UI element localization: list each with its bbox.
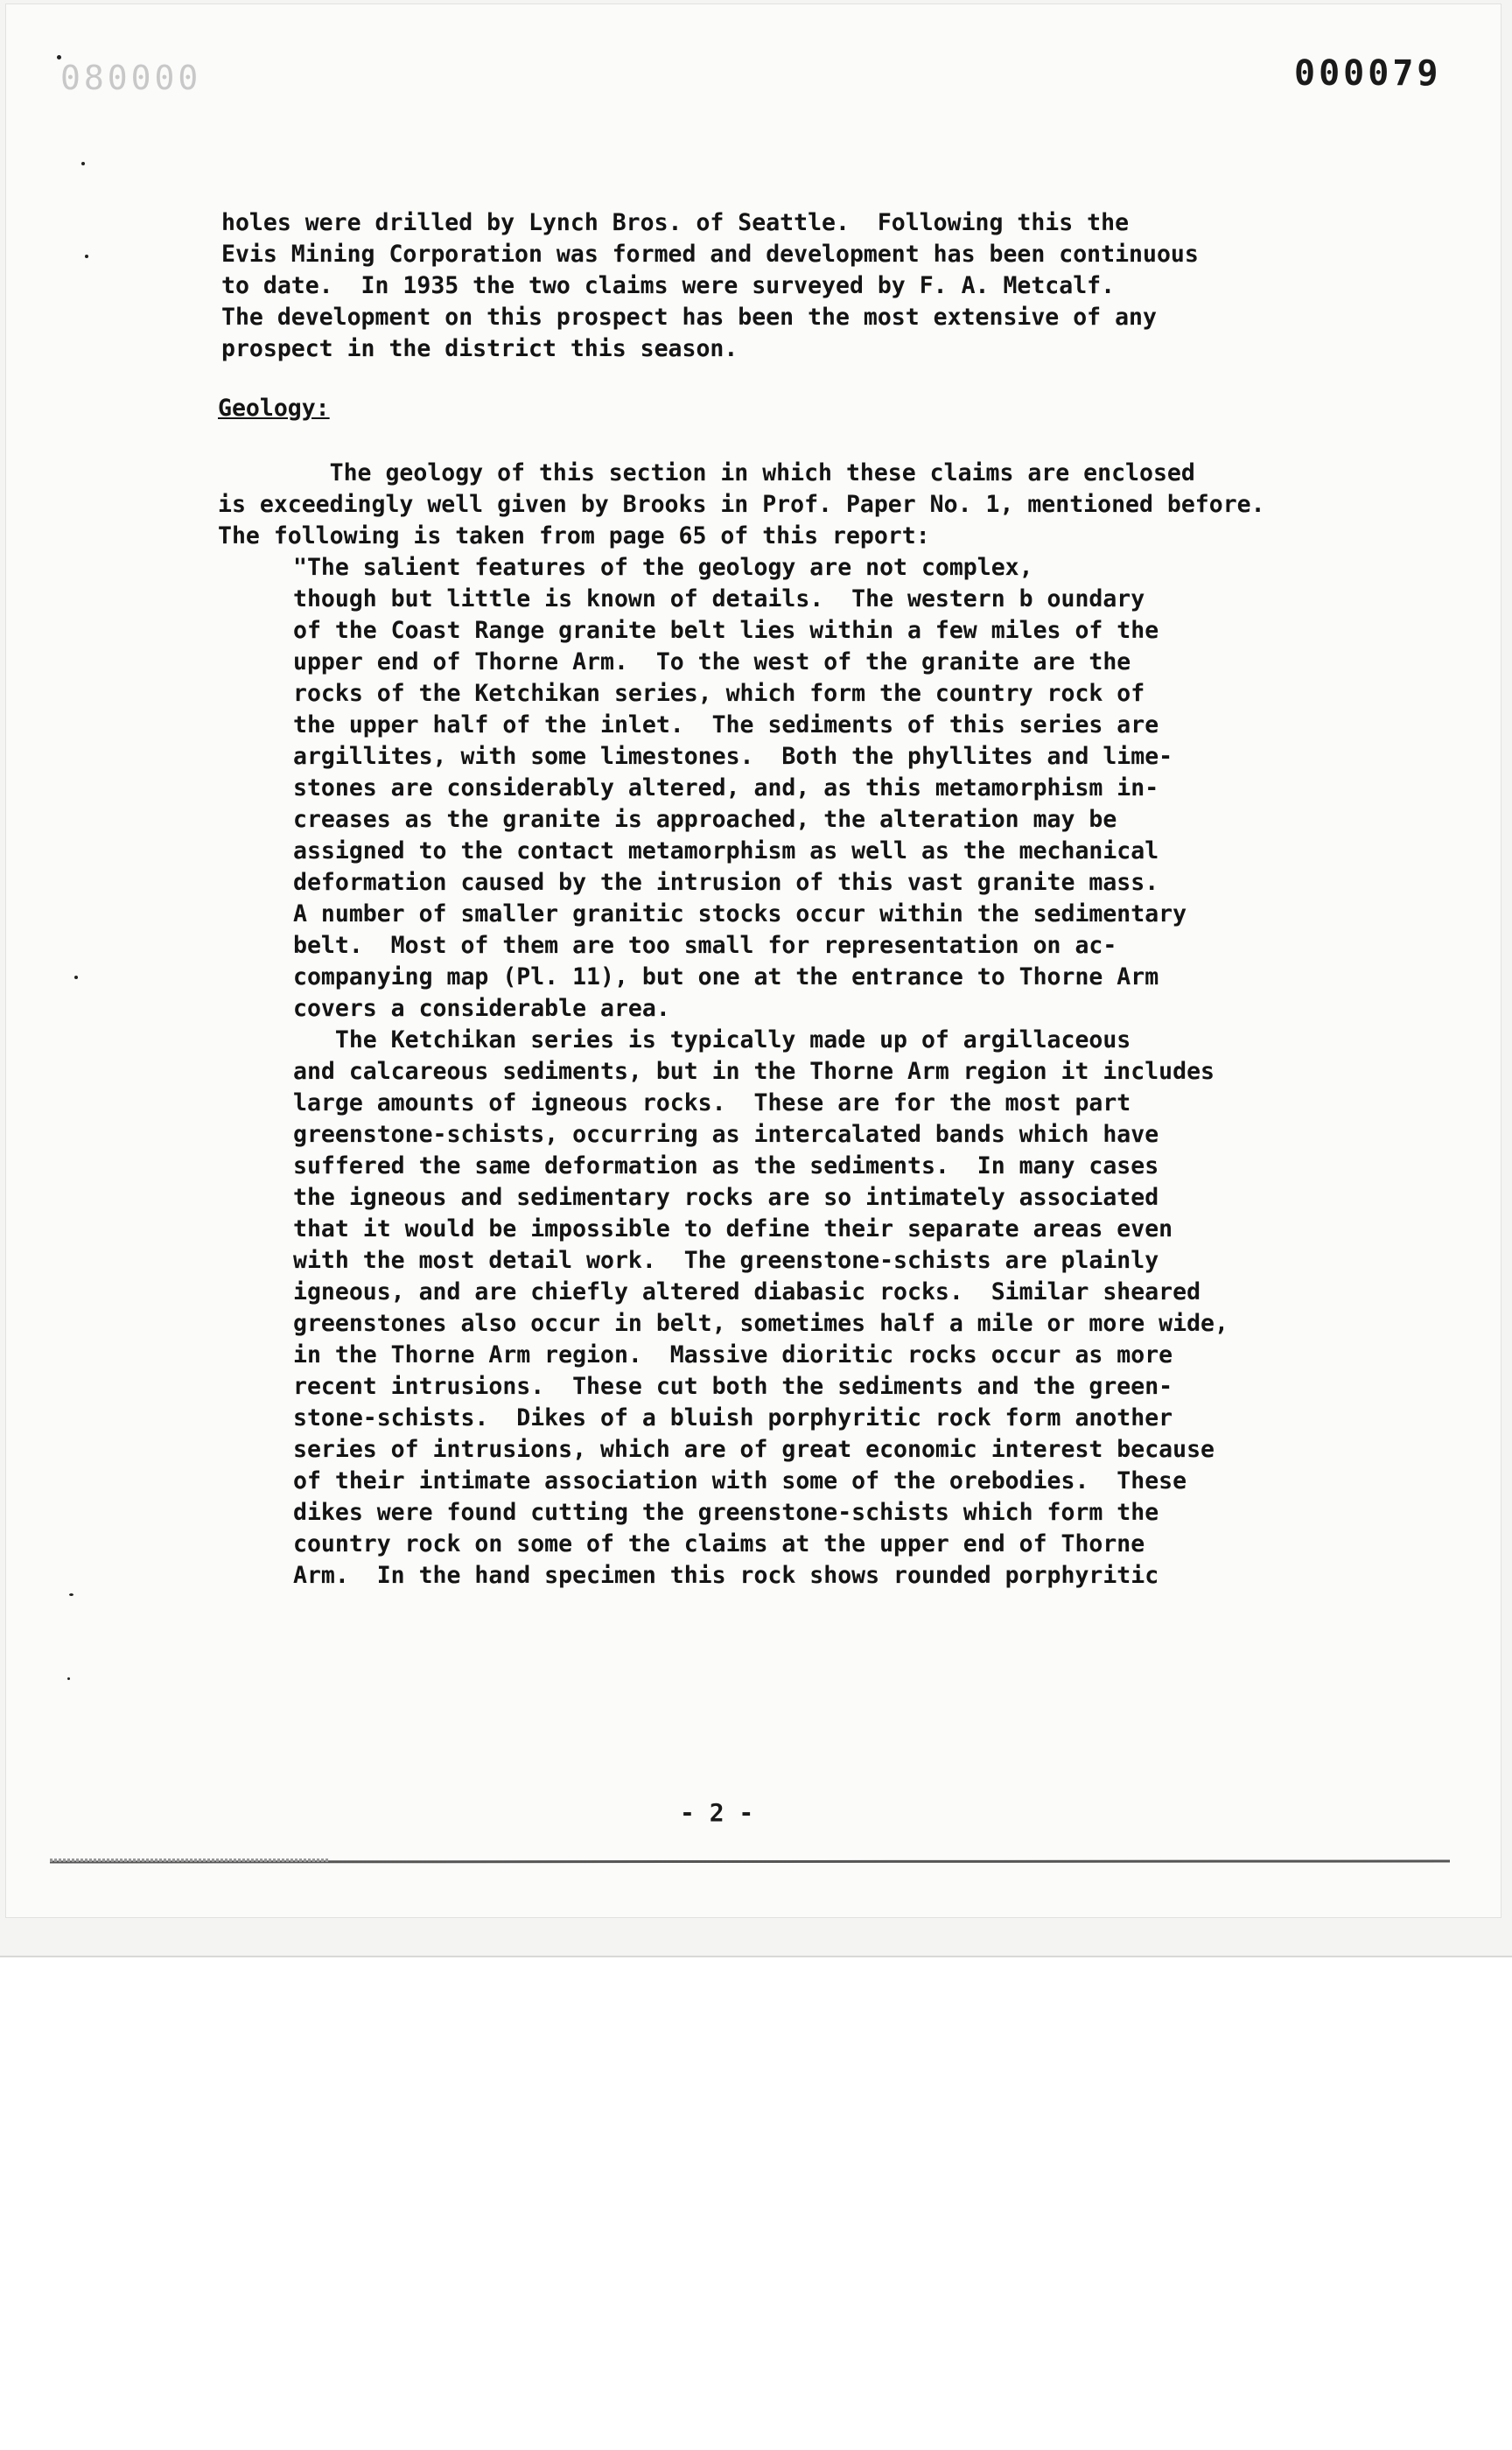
paper-sheet: [5, 4, 1502, 1918]
quoted-passage: [293, 552, 1228, 1592]
quote-line: dikes were found cutting the greenstone-schists which form the: [293, 1499, 1159, 1526]
text-line: Evis Mining Corporation was formed and development has been continuous: [221, 241, 1199, 268]
text-line: prospect in the district this season.: [221, 335, 738, 362]
quote-line: belt. Most of them are too small for representation on ac-: [293, 932, 1117, 959]
scan-speck: [74, 976, 78, 979]
scan-speck: [67, 1677, 70, 1680]
quote-line: companying map (Pl. 11), but one at the entrance to Thorne Arm: [293, 963, 1159, 990]
quote-line: igneous, and are chiefly altered diabasic rocks. Similar sheared: [293, 1278, 1201, 1306]
quote-line: of their intimate association with some of the orebodies. These: [293, 1467, 1187, 1494]
quote-line: deformation caused by the intrusion of this vast granite mass.: [293, 869, 1159, 896]
quote-line: of the Coast Range granite belt lies within a few miles of the: [293, 617, 1159, 644]
quote-line: in the Thorne Arm region. Massive dioritic rocks occur as more: [293, 1341, 1173, 1368]
quote-line: stone-schists. Dikes of a bluish porphyritic rock form another: [293, 1404, 1173, 1432]
text-line: to date. In 1935 the two claims were surveyed by F. A. Metcalf.: [221, 272, 1116, 299]
text-line: holes were drilled by Lynch Bros. of Seattle. Following this the: [221, 209, 1130, 236]
scan-speck: [57, 55, 61, 60]
quote-line: though but little is known of details. The western b oundary: [293, 585, 1145, 612]
text-line: The development on this prospect has been the most extensive of any: [221, 304, 1157, 331]
quote-line: large amounts of igneous rocks. These are for the most part: [293, 1089, 1131, 1116]
quote-line: assigned to the contact metamorphism as well as the mechanical: [293, 837, 1159, 864]
quote-line: greenstone-schists, occurring as intercalated bands which have: [293, 1121, 1159, 1148]
quote-line: stones are considerably altered, and, as this metamorphism in-: [293, 774, 1159, 802]
faint-stamped-number: 080000: [60, 59, 202, 97]
bottom-rule-line: [50, 1858, 1450, 1866]
intro-paragraph: [221, 207, 1199, 365]
quote-line: argillites, with some limestones. Both the phyllites and lime-: [293, 743, 1173, 770]
quote-line: recent intrusions. These cut both the sediments and the green-: [293, 1373, 1173, 1400]
scan-speck: [69, 1593, 74, 1596]
geology-intro-paragraph: [218, 458, 1265, 552]
quote-line: greenstones also occur in belt, sometimes half a mile or more wide,: [293, 1310, 1228, 1337]
quote-line: with the most detail work. The greenstone-schists are plainly: [293, 1247, 1159, 1274]
quote-line: that it would be impossible to define their separate areas even: [293, 1215, 1173, 1242]
text-line: The geology of this section in which these claims are enclosed: [218, 459, 1195, 486]
quote-line: the upper half of the inlet. The sediments of this series are: [293, 711, 1159, 738]
page-number: - 2 -: [680, 1798, 754, 1827]
document-number: 000079: [1294, 53, 1442, 94]
quote-line: and calcareous sediments, but in the Thorne Arm region it includes: [293, 1058, 1214, 1085]
quote-line: "The salient features of the geology are not complex,: [293, 554, 1033, 581]
quote-line: rocks of the Ketchikan series, which form the country rock of: [293, 680, 1145, 707]
quote-line: The Ketchikan series is typically made up of argillaceous: [293, 1026, 1131, 1054]
quote-line: series of intrusions, which are of great economic interest because: [293, 1436, 1214, 1463]
quote-line: the igneous and sedimentary rocks are so intimately associated: [293, 1184, 1159, 1211]
text-line: is exceedingly well given by Brooks in Prof. Paper No. 1, mentioned before.: [218, 491, 1265, 518]
section-heading: Geology:: [218, 395, 330, 422]
scan-speck: [81, 162, 85, 165]
text-line: The following is taken from page 65 of this report:: [218, 522, 930, 550]
quote-line: creases as the granite is approached, the alteration may be: [293, 806, 1117, 833]
quote-line: A number of smaller granitic stocks occur within the sedimentary: [293, 900, 1187, 928]
quote-line: Arm. In the hand specimen this rock shows rounded porphyritic: [293, 1562, 1159, 1589]
quote-line: country rock on some of the claims at the upper end of Thorne: [293, 1530, 1145, 1558]
quote-line: upper end of Thorne Arm. To the west of the granite are the: [293, 648, 1131, 676]
quote-line: suffered the same deformation as the sediments. In many cases: [293, 1152, 1159, 1180]
quote-line: covers a considerable area.: [293, 995, 670, 1022]
scan-speck: [85, 255, 88, 258]
